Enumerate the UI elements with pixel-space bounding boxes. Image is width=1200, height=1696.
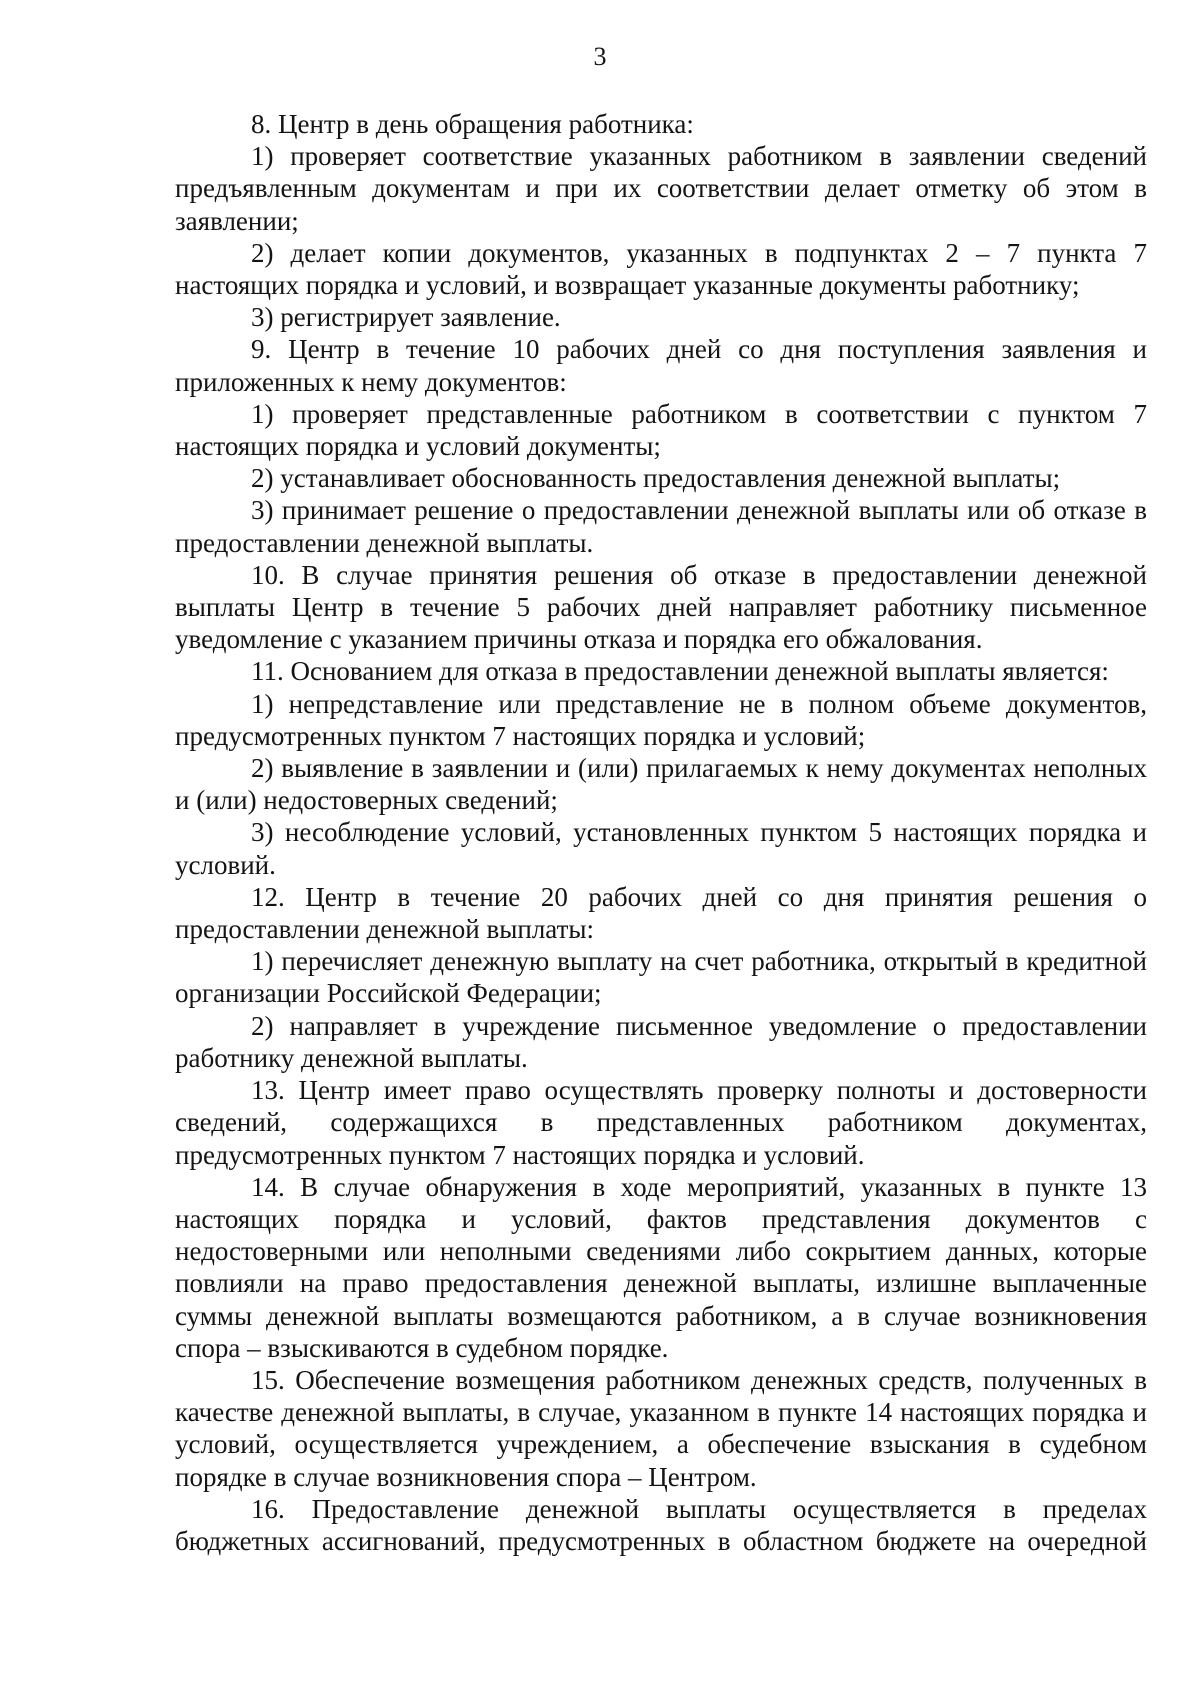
paragraph-12: 12. Центр в течение 20 рабочих дней со дня принятия решения о предоставлении денежной выплаты: xyxy=(175,881,1147,945)
paragraph-12-item-1: 1) перечисляет денежную выплату на счет работника, открытый в кредитной организации Российской Федерации; xyxy=(175,946,1147,1009)
paragraph-9-item-1: 1) проверяет представленные работником в соответствии с пунктом 7 настоящих порядка и условий документы; xyxy=(175,398,1147,462)
paragraph-8-item-2: 2) делает копии документов, указанных в подпунктах 2 – 7 пункта 7 настоящих порядка и условий, и возвращает указанные документы работнику; xyxy=(175,237,1147,301)
paragraph-16: 16. Предоставление денежной выплаты осуществляется в пределах бюджетных ассигнований, предусмотренных в областном бюджете на очередной xyxy=(175,1493,1147,1556)
paragraph-11-item-2: 2) выявление в заявлении и (или) прилагаемых к нему документах неполных и (или) недостоверных сведений; xyxy=(175,753,1147,816)
paragraph-9: 9. Центр в течение 10 рабочих дней со дня поступления заявления и приложенных к нему документов: xyxy=(175,334,1147,397)
document-body xyxy=(175,108,1147,1557)
paragraph-15: 15. Обеспечение возмещения работником денежных средств, полученных в качестве денежной выплаты, в случае, указанном в пункте 14 настоящих порядка и условий, осуществляется учреждением, а обеспечение взыскания в судебном порядке в случае возникновения спора – Центром. xyxy=(175,1364,1147,1492)
paragraph-8-item-3: 3) регистрирует заявление. xyxy=(251,302,561,333)
paragraph-9-item-3: 3) принимает решение о предоставлении денежной выплаты или об отказе в предоставлении денежной выплаты. xyxy=(175,495,1147,558)
paragraph-10: 10. В случае принятия решения об отказе в предоставлении денежной выплаты Центр в течение 5 рабочих дней направляет работнику письменное уведомление с указанием причины отказа и порядка его обжалования. xyxy=(175,559,1147,655)
page-number: 3 xyxy=(593,42,607,71)
paragraph-11-item-1: 1) непредставление или представление не в полном объеме документов, предусмотренных пунктом 7 настоящих порядка и условий; xyxy=(175,688,1147,751)
paragraph-13: 13. Центр имеет право осуществлять проверку полноты и достоверности сведений, содержащихся в представленных работником документах, предусмотренных пунктом 7 настоящих порядка и условий. xyxy=(175,1075,1147,1170)
paragraph-14: 14. В случае обнаружения в ходе мероприятий, указанных в пункте 13 настоящих порядка и условий, фактов представления документов с недостоверными или неполными сведениями либо сокрытием данных, которые повлияли на право предоставления денежной выплаты, излишне выплаченные суммы денежной выплаты возмещаются работником, а в случае возникновения спора – взыскиваются в судебном порядке. xyxy=(175,1171,1147,1363)
paragraph-12-item-2: 2) направляет в учреждение письменное уведомление о предоставлении работнику денежной выплаты. xyxy=(175,1010,1147,1073)
paragraph-8: 8. Центр в день обращения работника: xyxy=(251,109,694,139)
paragraph-11-item-3: 3) несоблюдение условий, установленных пунктом 5 настоящих порядка и условий. xyxy=(175,817,1147,880)
paragraph-11: 11. Основанием для отказа в предоставлении денежной выплаты является: xyxy=(251,656,1109,687)
paragraph-8-item-1: 1) проверяет соответствие указанных работником в заявлении сведений предъявленным документам и при их соответствии делает отметку об этом в заявлении; xyxy=(175,141,1147,236)
paragraph-9-item-2: 2) устанавливает обоснованность предоставления денежной выплаты; xyxy=(251,463,1061,494)
